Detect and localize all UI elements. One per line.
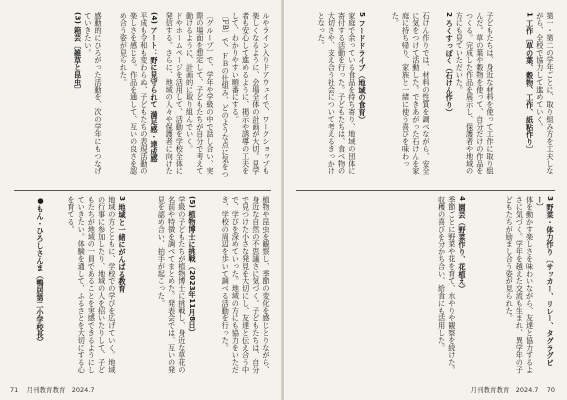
journal-name: 月刊教育教育	[470, 386, 510, 394]
left-text-col-7	[49, 196, 127, 376]
left-text-col-5	[201, 196, 271, 376]
left-text-col-2	[163, 12, 215, 180]
right-text-col-2	[435, 12, 495, 180]
right-text-col-6	[383, 196, 467, 376]
left-text-col-4	[43, 12, 103, 180]
section-heading: 3 野菜・体力作り〔サッカー、リレー、タグラグビー〕	[535, 196, 555, 367]
column-divider	[14, 190, 271, 191]
section-heading: 2 ろくすっぽく（石けん作り）	[445, 12, 455, 117]
journal-name: 月刊教育教育	[26, 386, 66, 394]
right-page	[284, 0, 567, 400]
right-text-col-3	[371, 12, 431, 180]
paragraph: 第一・第二の学年ごとに、取り組み方を工夫しながら、全校で協力して進めていく。	[535, 12, 555, 175]
paragraph: 子どもたちは、身近な材料を使って工作に取り組んだ。草の葉や穀物を使って、自分だけの作品をつくる。完成した作品を展示し、保護者や地域の方にも見ていただいた。	[455, 12, 495, 175]
paragraph: 平成も令和も変わらぬ、子どもたちの表現活動の楽しさを感じる。作品を通して、互いの良さを認め合う姿が見られた。	[119, 12, 149, 175]
paragraph: 感動的にひろがった活動を、次の学年にもつなげていきたい。	[83, 12, 103, 175]
issue-date: 2024.7	[71, 386, 95, 394]
paragraph: 家庭で余っている食品を持ち寄り、地域の団体に寄付する活動を行った。子どもたちは、食べ物の大切さや、支え合う社会について考えるきっかけとなった。	[317, 12, 357, 175]
paragraph: 体を動かす楽しさを味わいながら、友達と協力するよさに気づく。学年を越えた交流も生まれ、異学年の子どもたちが励まし合う姿が見られた。	[505, 196, 535, 374]
right-text-col-4	[301, 12, 367, 180]
paragraph: 植物や昆虫を観察し、季節の変化を感じとりながら、身近な自然の不思議さに気づく。子どもたちは、自分で見つけた小さな発見を大切にし、友達と伝え合う中で、学びを深めていった。地域の方にも協力をいただき、学校の周辺を歩いて調べる活動を行った。	[221, 196, 271, 374]
section-heading: (5) 植物博士に挑戦（2023年11月8日）	[188, 196, 197, 337]
paragraph: 季節ごとに野菜や花を育て、水やりや観察を続けた。収穫の喜びを分かち合い、給食にも活用した。	[437, 196, 457, 374]
issue-date: 2024.7	[515, 386, 539, 394]
column-divider	[296, 190, 555, 191]
signature-col	[23, 196, 45, 376]
section-heading: (3) 箱芸〔雑草と昆虫〕	[73, 12, 83, 94]
section-heading: 1 工作〔草の葉、穀物、工作、紙粘作り〕	[525, 12, 535, 154]
left-footer	[10, 385, 95, 394]
paragraph: 学級の子どもたちが植物博士に挑戦し、身近な草花の名前や特徴を調べてまとめた。発表会では、互いの発見を認め合い、拍手が起こった。	[157, 196, 187, 374]
left-text-col-1	[219, 12, 271, 180]
section-heading: 5 フードドライブ（地域の食育）	[358, 12, 367, 124]
paragraph: ルやライン入りドアウェイで、ワークショップも楽しくなるように、会場全体の計画が大切。見学者も安心して進めるように、掲示や誘導の工夫をして、わかりやすい順番にする。	[231, 12, 271, 175]
paragraph: 〔グループ〕で、学年や学級の中で話し合い、実際の場面を想定して、子どもたちが自分で考えて動けるように、計画的に取り組んでいく。	[185, 12, 215, 175]
left-text-col-3	[107, 12, 159, 180]
section-heading: (4) アート：野に見守られて 満足感・達成感	[150, 12, 159, 163]
page-number: 70	[546, 386, 555, 394]
right-text-col-5	[471, 196, 555, 376]
right-text-col-1	[499, 12, 555, 180]
left-page	[0, 0, 283, 400]
right-footer	[471, 385, 556, 394]
author-signature: ●もん・ひろしさんま（鴨居第二小学校長）	[36, 196, 45, 346]
section-heading: 3 地域と一緒にがんばる教育	[118, 196, 127, 293]
page-number: 71	[10, 386, 19, 394]
section-heading: 4 園芸（野菜作り、花植え）	[458, 196, 467, 293]
paragraph: 〔FB〕で、ＦＢの仕組み、どのような点に気をつ	[221, 12, 231, 179]
paragraph: 地域の方とともに、学校での学びを広げていく。地域の行事に参加したり、地域の人を招いたりして、子どもたちが地域の一員であることを実感できるようにしていきたい。体験を通して、ふるさとを大切にする心を育てる。	[66, 196, 117, 374]
left-text-col-6	[131, 196, 197, 376]
paragraph: 石けん作りでは、材料の性質を調べながら、安全に気をつけて活動した。できあがった石けんを家庭に持ち帰り、家族と一緒に使う喜びを味わった。	[391, 12, 431, 175]
paragraph: ドやホームページを活用して、活動を学校全体に発信する。さらに、地域の人々や保護者に向けた	[165, 12, 185, 175]
